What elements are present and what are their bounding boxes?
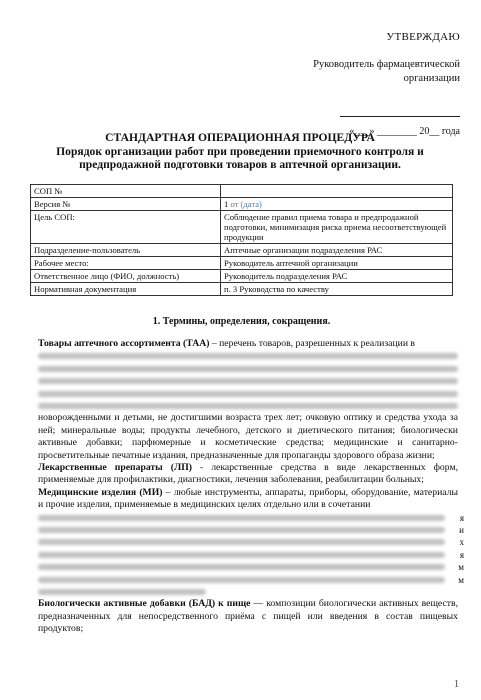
version-date-placeholder: от (дата) bbox=[230, 199, 262, 209]
table-row bbox=[31, 211, 453, 244]
blurred-text bbox=[38, 400, 458, 412]
meta-key: Подразделение-пользователь bbox=[31, 244, 221, 257]
meta-value: Соблюдение правил приема товара и предпродажной подготовки, минимизация риска приема несоответствующей продукции bbox=[221, 211, 453, 244]
blurred-text bbox=[38, 574, 464, 586]
definition-taa-cont: новорожденными и детьми, не достигшими возраста трех лет; очковую оптику и средства ухода за ней; минеральные воды; продукты лечебного, детского и диетического питания; биологически активные добавки; парфюмерные и косметические средства; медицинские и санитарно-просветительные печатные издания, предназначенные для пропаганды здорового образа жизни; bbox=[38, 412, 458, 461]
approval-title: УТВЕРЖДАЮ bbox=[386, 31, 460, 43]
meta-key: Версия № bbox=[31, 198, 221, 211]
paragraph-taa bbox=[38, 338, 458, 350]
table-row bbox=[31, 244, 453, 257]
term-bad: Биологически активные добавки (БАД) к пище bbox=[38, 598, 251, 610]
approval-block bbox=[300, 30, 460, 139]
signature-line bbox=[340, 90, 460, 117]
blurred-text bbox=[38, 561, 464, 573]
page-number: 1 bbox=[454, 679, 459, 690]
term-taa: Товары аптечного ассортимента (ТАА) bbox=[38, 338, 210, 349]
meta-value bbox=[221, 198, 453, 211]
version-number: 1 bbox=[224, 199, 231, 209]
definition-lp: - лекарственные средства в виде лекарственных форм, применяемые для профилактики, диагностики, лечения заболевания, реабилитации больных; bbox=[38, 461, 458, 486]
meta-key: Нормативная документация bbox=[31, 283, 221, 296]
approver-role-line1: Руководитель фармацевтической bbox=[313, 59, 460, 70]
blurred-text bbox=[38, 375, 458, 387]
meta-value: Руководитель подразделения РАС bbox=[221, 270, 453, 283]
meta-value: Руководитель аптечной организации bbox=[221, 257, 453, 270]
meta-key: Ответственное лицо (ФИО, должность) bbox=[31, 270, 221, 283]
blurred-text bbox=[38, 524, 464, 536]
definition-bad: — композиции биологически активных веществ, предназначенных для непосредственного приёма с пищей или введения в состав пищевых продуктов; bbox=[38, 598, 458, 635]
term-lp: Лекарственные препараты (ЛП) bbox=[38, 461, 192, 473]
meta-key: СОП № bbox=[31, 185, 221, 198]
definition-mi: – любые инструменты, аппараты, приборы, оборудование, материалы и прочие изделия, применяемые в медицинских целях отдельно или в сочетании bbox=[38, 486, 458, 511]
approver-role-line2: организации bbox=[403, 73, 460, 84]
table-row bbox=[31, 270, 453, 283]
margin-char: м bbox=[458, 562, 464, 573]
meta-value: п. 3 Руководства по качеству bbox=[221, 283, 453, 296]
sop-meta-table bbox=[30, 184, 453, 296]
blurred-text bbox=[38, 549, 464, 561]
approval-date: «___» ________ 20__ года bbox=[349, 126, 460, 137]
blurred-text bbox=[38, 388, 458, 400]
blurred-text bbox=[38, 363, 458, 375]
heading-line1: СТАНДАРТНАЯ ОПЕРАЦИОННАЯ ПРОЦЕДУРА bbox=[105, 131, 375, 144]
margin-char: я bbox=[459, 549, 464, 560]
margin-char: х bbox=[459, 537, 464, 548]
paragraph-bad bbox=[38, 598, 458, 635]
term-mi: Медицинские изделия (МИ) bbox=[38, 486, 163, 498]
blurred-text bbox=[38, 512, 464, 524]
margin-char: и bbox=[459, 525, 464, 535]
table-row bbox=[31, 257, 453, 270]
meta-key: Цель СОП: bbox=[31, 211, 221, 244]
meta-value: Аптечные организации подразделения РАС bbox=[221, 244, 453, 257]
paragraph-lp bbox=[38, 462, 458, 487]
table-row bbox=[31, 185, 453, 198]
heading-line2: Порядок организации работ при проведении приемочного контроля и bbox=[56, 144, 424, 158]
meta-value bbox=[221, 185, 453, 198]
blurred-text bbox=[38, 350, 458, 362]
paragraph-mi bbox=[38, 487, 458, 512]
blurred-text bbox=[38, 586, 458, 598]
section-title: 1. Термины, определения, сокращения. bbox=[152, 316, 331, 327]
meta-key: Рабочее место: bbox=[31, 257, 221, 270]
blurred-text bbox=[38, 536, 464, 548]
table-row bbox=[31, 198, 453, 211]
margin-char: м bbox=[458, 574, 464, 585]
margin-char: я bbox=[459, 512, 464, 523]
section-body bbox=[38, 338, 464, 636]
document-heading bbox=[30, 131, 450, 172]
heading-line3: предпродажной подготовки товаров в аптечной организации. bbox=[79, 158, 401, 171]
definition-taa-start: – перечень товаров, разрешенных к реализации в bbox=[209, 338, 415, 349]
table-row bbox=[31, 283, 453, 296]
